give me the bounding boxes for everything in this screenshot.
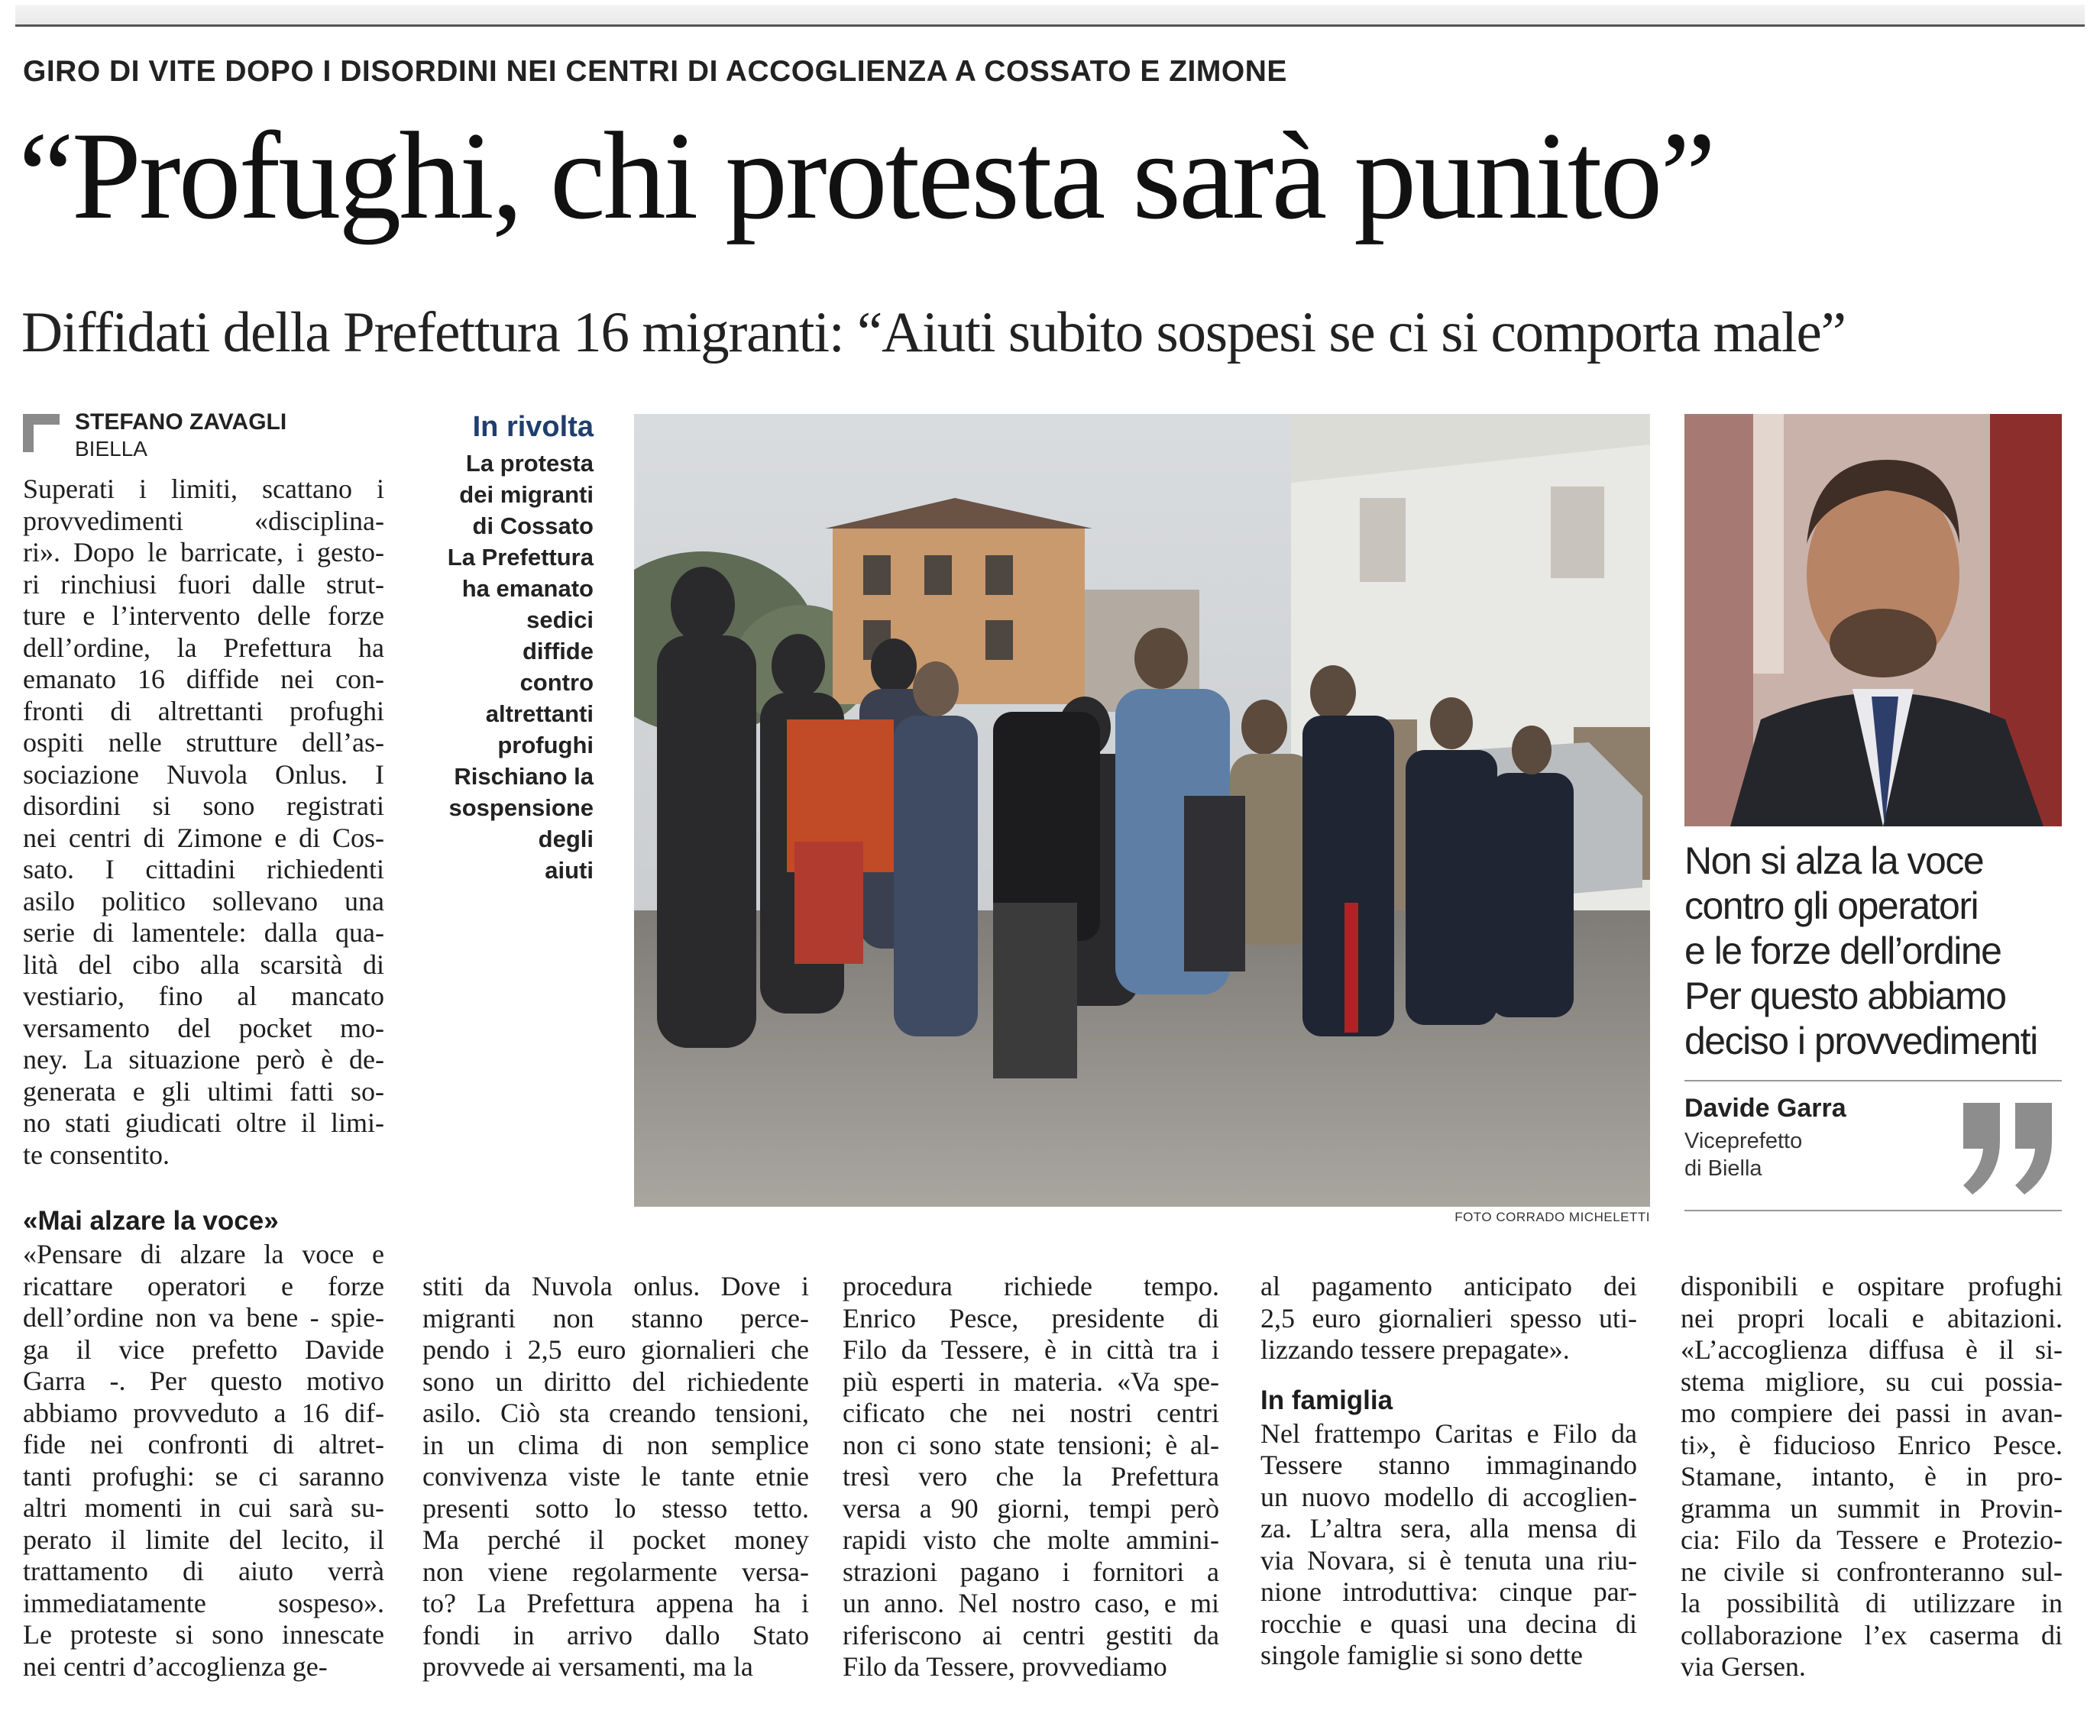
caption-line: degli xyxy=(538,826,594,852)
article-column-4 xyxy=(1260,1271,1637,1672)
caption-line: aiuti xyxy=(545,857,594,884)
text-line: fide nei confronti di altret- xyxy=(23,1429,384,1460)
text-line: Le proteste si sono innescate xyxy=(23,1619,384,1650)
text-line: nei centri d’accoglienza ge- xyxy=(23,1650,328,1682)
caption-line: La Prefettura xyxy=(447,544,594,571)
text-line: migranti non stanno perce- xyxy=(422,1302,809,1334)
text-line: cia: Filo da Tessere e Protezio- xyxy=(1681,1524,2063,1555)
text-line: dell’ordine, la Prefettura ha xyxy=(23,632,384,663)
quote-line: Per questo abbiamo xyxy=(1684,975,2006,1017)
text-line: Tessere stanno immaginando xyxy=(1260,1450,1637,1480)
quote-role-line-1: Viceprefetto xyxy=(1684,1129,1803,1153)
caption-line: La protesta xyxy=(465,450,594,477)
text-line: mo compiere dei passi in avan- xyxy=(1681,1398,2063,1428)
text-line: emanato 16 diffide nei con- xyxy=(23,664,384,694)
caption-line: contro xyxy=(519,669,594,696)
text-line: sociazione Nuvola Onlus. I xyxy=(23,758,384,790)
quote-role-line-2: di Biella xyxy=(1684,1156,1762,1181)
quotation-mark-icon xyxy=(1956,1095,2063,1202)
text-line: Nel frattempo Caritas e Filo da xyxy=(1260,1418,1637,1449)
article-column-1a xyxy=(23,474,384,1171)
text-line: nei centri di Zimone e di Cos- xyxy=(23,822,384,853)
quote-author-role xyxy=(1684,1127,1802,1182)
text-line: pendo i 2,5 euro giornalieri che xyxy=(422,1334,809,1365)
text-line: tresì vero che la Prefettura xyxy=(843,1461,1219,1492)
text-line: non viene regolarmente versa- xyxy=(422,1556,809,1587)
subheading-in-famiglia: In famiglia xyxy=(1260,1385,1393,1415)
quote-line: deciso i provvedimenti xyxy=(1684,1020,2037,1062)
text-line: via Novara, si è tenuta una riu- xyxy=(1260,1544,1637,1576)
article-column-5 xyxy=(1681,1271,2063,1683)
protest-photo xyxy=(634,414,1650,1207)
text-line: rapidi visto che molte ammini- xyxy=(843,1524,1219,1555)
quote-bottom-divider xyxy=(1684,1210,2062,1211)
text-line: ne civile si confronteranno sul- xyxy=(1681,1556,2063,1587)
text-line: collaborazione l’ex caserma di xyxy=(1681,1619,2063,1650)
text-line: versa a 90 giorni, tempi però xyxy=(843,1492,1219,1524)
text-line: no stati giudicati oltre il limi- xyxy=(23,1107,384,1138)
text-line: fronti di altrettanti profughi xyxy=(23,695,384,726)
caption-line: dei migranti xyxy=(459,481,594,508)
text-line: Ma perché il pocket money xyxy=(422,1524,809,1555)
text-line: singole famiglie si sono dette xyxy=(1260,1640,1583,1670)
caption-line: profughi xyxy=(497,732,594,758)
text-line: nione introduttiva: cinque par- xyxy=(1260,1576,1637,1607)
text-line: vestiario, fino al mancato xyxy=(23,981,384,1011)
text-line: un anno. Nel nostro caso, e mi xyxy=(843,1588,1219,1618)
article-column-1b xyxy=(23,1204,384,1683)
text-line: nei propri locali e abitazioni. xyxy=(1681,1302,2063,1334)
caption-line: altrettanti xyxy=(485,700,594,727)
text-line: gramma un summit in Provin- xyxy=(1681,1492,2063,1524)
text-line: to? La Prefettura appena ha i xyxy=(422,1588,809,1618)
text-line: più esperti in materia. «Va spe- xyxy=(843,1366,1219,1397)
text-line: asilo politico sollevano una xyxy=(23,885,384,916)
text-line: Stamane, intanto, è in pro- xyxy=(1681,1461,2063,1492)
byline-place: BIELLA xyxy=(75,437,147,461)
caption-line: ha emanato xyxy=(461,575,594,602)
text-line: te consentito. xyxy=(23,1139,170,1170)
text-line: ricattare operatori e forze xyxy=(23,1270,384,1301)
text-line: lità del cibo alla scarsità di xyxy=(23,949,384,980)
text-line: la possibilità di utilizzare in xyxy=(1681,1588,2063,1618)
quote-line: e le forze dell’ordine xyxy=(1684,929,2001,972)
text-line: perato il limite del lecito, il xyxy=(23,1524,384,1555)
text-line: dell’ordine non va bene - spie- xyxy=(23,1302,384,1333)
text-line: convivenza viste le tante etnie xyxy=(422,1461,809,1492)
caption-line: di Cossato xyxy=(472,512,594,539)
caption-line: sospensione xyxy=(448,794,594,821)
text-line: un nuovo modello di accoglien- xyxy=(1260,1481,1637,1512)
byline-author: STEFANO ZAVAGLI xyxy=(75,409,287,435)
text-line: lizzando tessere prepagate». xyxy=(1260,1334,1570,1365)
quote-line: contro gli operatori xyxy=(1684,884,1979,927)
subheadline: Diffidati della Prefettura 16 migranti: “Aiuti subito sospesi se ci si comporta male” xyxy=(21,301,1846,364)
article-column-3 xyxy=(843,1271,1219,1683)
text-line: ri». Dopo le barricate, i gesto- xyxy=(23,537,384,567)
text-line: strazioni pagano i fornitori a xyxy=(843,1556,1219,1587)
article-column-4b xyxy=(1260,1418,1637,1672)
caption-body xyxy=(397,448,594,886)
text-line: 2,5 euro giornalieri spesso uti- xyxy=(1260,1302,1637,1334)
text-line: «Pensare di alzare la voce e xyxy=(23,1239,384,1269)
text-line: Filo da Tessere, provvediamo xyxy=(843,1651,1167,1682)
text-line: ney. La situazione però è de- xyxy=(23,1044,384,1075)
text-line: generata e gli ultimi fatti so- xyxy=(23,1075,384,1107)
top-rule xyxy=(15,5,2085,27)
text-line: fondi in arrivo dallo Stato xyxy=(422,1619,809,1650)
text-line: tanti profughi: se ci saranno xyxy=(23,1460,384,1492)
headline: “Profughi, chi protesta sarà punito” xyxy=(18,107,1714,245)
text-line: sato. I cittadini richiedenti xyxy=(23,854,384,884)
article-column-1b-body xyxy=(23,1239,384,1683)
text-line: Enrico Pesce, presidente di xyxy=(843,1302,1219,1334)
caption-line: diffide xyxy=(523,638,594,664)
text-line: asilo. Ciò sta creando tensioni, xyxy=(422,1398,809,1428)
text-line: provvedimenti «disciplina- xyxy=(23,505,384,536)
text-line: presenti sotto lo stesso tetto. xyxy=(422,1492,809,1524)
byline-mark-icon xyxy=(23,414,60,452)
text-line: sono un diritto del richiedente xyxy=(422,1366,809,1397)
text-line: serie di lamentele: dalla qua- xyxy=(23,917,384,948)
text-line: abbiamo provveduto a 16 dif- xyxy=(23,1397,384,1428)
text-line: ri rinchiusi fuori dalle strut- xyxy=(23,568,384,600)
text-line: trattamento di aiuto verrà xyxy=(23,1556,384,1586)
text-line: rocchie e quasi una decina di xyxy=(1260,1608,1637,1639)
text-line: ti», è fiducioso Enrico Pesce. xyxy=(1681,1429,2063,1460)
text-line: Garra -. Per questo motivo xyxy=(23,1366,384,1396)
text-line: provvede ai versamenti, ma la xyxy=(422,1651,753,1682)
article-column-4a xyxy=(1260,1271,1637,1366)
subheading-mai-alzare: «Mai alzare la voce» xyxy=(23,1206,279,1236)
text-line: procedura richiede tempo. xyxy=(843,1271,1219,1301)
quote-divider xyxy=(1684,1080,2062,1081)
quote-author-name: Davide Garra xyxy=(1684,1094,1846,1123)
text-line: stema migliore, su cui possia- xyxy=(1681,1366,2063,1397)
pull-quote xyxy=(1684,839,2066,1064)
quote-line: Non si alza la voce xyxy=(1684,839,1984,882)
caption-line: sedici xyxy=(526,606,594,633)
text-line: cificato che nei nostri centri xyxy=(843,1398,1219,1428)
photo-credit: FOTO CORRADO MICHELETTI xyxy=(1454,1210,1650,1224)
protest-photo-illustration xyxy=(634,414,1650,1207)
text-line: za. L’altra sera, alla mensa di xyxy=(1260,1513,1637,1544)
text-line: Filo da Tessere, è in città tra i xyxy=(843,1334,1219,1365)
text-line: in un clima di non semplice xyxy=(422,1429,809,1460)
caption-line: Rischiano la xyxy=(454,763,594,790)
text-line: «L’accoglienza diffusa è il si- xyxy=(1681,1334,2063,1365)
text-line: ga il vice prefetto Davide xyxy=(23,1334,384,1365)
text-line: versamento del pocket mo- xyxy=(23,1012,384,1043)
text-line: via Gersen. xyxy=(1681,1651,1806,1682)
portrait-illustration xyxy=(1684,414,2062,826)
text-line: non ci sono state tensioni; è al- xyxy=(843,1429,1219,1460)
text-line: stiti da Nuvola onlus. Dove i xyxy=(422,1271,809,1301)
text-line: Superati i limiti, scattano i xyxy=(23,474,384,504)
article-column-2 xyxy=(422,1271,809,1683)
portrait-photo xyxy=(1684,414,2062,826)
text-line: disordini si sono registrati xyxy=(23,790,384,821)
text-line: disponibili e ospitare profughi xyxy=(1681,1271,2063,1301)
kicker: GIRO DI VITE DOPO I DISORDINI NEI CENTRI DI ACCOGLIENZA A COSSATO E ZIMONE xyxy=(23,55,1287,88)
caption-title: In rivolta xyxy=(472,411,594,443)
text-line: ture e l’intervento delle forze xyxy=(23,600,384,631)
text-line: al pagamento anticipato dei xyxy=(1260,1271,1637,1301)
text-line: immediatamente sospeso». xyxy=(23,1587,384,1618)
text-line: ospiti nelle strutture dell’as- xyxy=(23,727,384,758)
text-line: riferiscono ai centri gestiti da xyxy=(843,1619,1219,1650)
text-line: altri momenti in cui sarà su- xyxy=(23,1492,384,1523)
